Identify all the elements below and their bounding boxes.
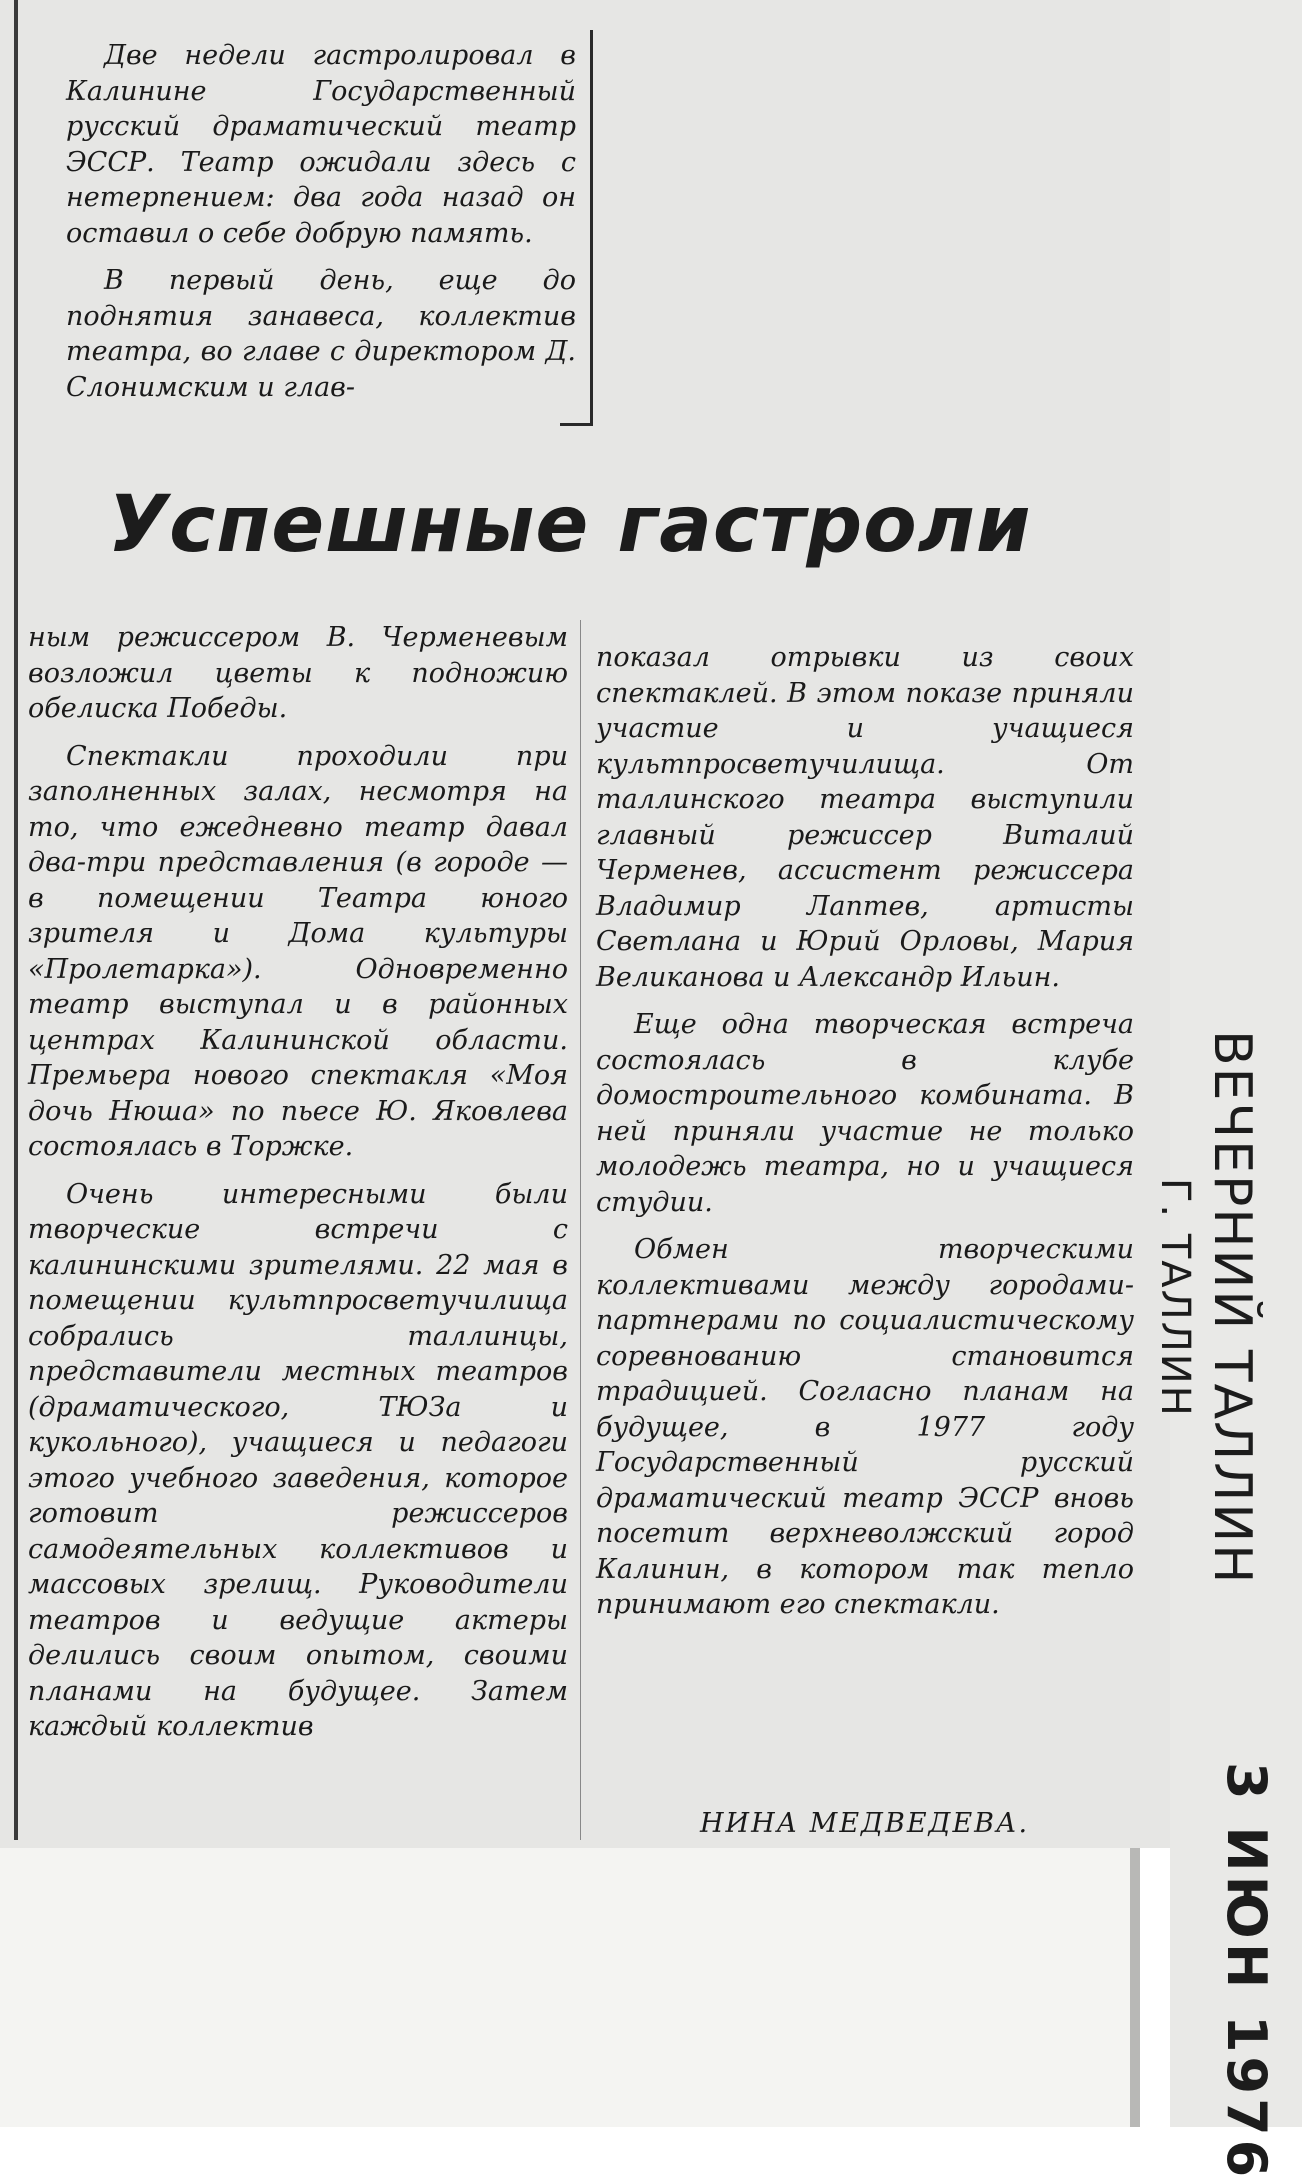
intro-frame-rule — [560, 423, 593, 426]
article-headline: Успешные гастроли — [108, 480, 1032, 570]
clipping-edge — [14, 0, 18, 1840]
body-paragraph: Спектакли проходили при заполненных залах, несмотря на то, что ежедневно театр давал два-три представления (в городе — в помещении Театра юного зрителя и Дома культуры «Пролетарка»). Одновременно театр выступал и в районных центрах Калининской области. Премьера нового спектакля «Моя дочь Нюша» по пьесе Ю. Яковлева состоялась в Торжке. — [28, 740, 568, 1162]
article-intro — [66, 38, 576, 405]
body-paragraph: Обмен творческими коллективами между городами-партнерами по социалистическому соревнованию становится традицией. Согласно планам на будущее, в 1977 году Государственный русский драматический театр ЭССР вновь посетит верхневолжский город Калинин, в котором так тепло принимают его спектакли. — [596, 1234, 1134, 1620]
newspaper-name-stamp: ВЕЧЕРНИЙ ТАЛЛИН — [1202, 1030, 1262, 1586]
body-paragraph: показал отрывки из своих спектаклей. В этом показе приняли участие и учащиеся культпросветучилища. От таллинского театра выступили главный режиссер Виталий Черменев, ассистент режиссера Владимир Лаптев, артисты Светлана и Юрий Орловы, Мария Великанова и Александр Ильин. — [596, 642, 1134, 993]
article-column-left — [28, 620, 568, 1745]
column-divider — [580, 620, 581, 1840]
intro-frame-rule — [590, 30, 593, 425]
date-stamp: 3 ИЮН 1976 — [1215, 1762, 1278, 2181]
author-signature: НИНА МЕДВЕДЕВА. — [700, 1808, 1030, 1839]
body-paragraph: Еще одна творческая встреча состоялась в клубе домостроительного комбината. В ней приняли участие не только молодежь театра, но и учащиеся студии. — [596, 1009, 1134, 1218]
article-column-right — [596, 640, 1134, 1623]
archive-card-mount — [0, 1848, 1140, 2127]
intro-paragraph: Две недели гастролировал в Калинине Государственный русский драматический театр ЭССР. Театр ожидали здесь с нетерпением: два года назад он оставил о себе добрую память. — [66, 40, 576, 249]
mount-edge-shadow — [1130, 1848, 1140, 2127]
body-paragraph: ным режиссером В. Черменевым возложил цветы к подножию обелиска Победы. — [28, 622, 568, 724]
intro-paragraph: В первый день, еще до поднятия занавеса, коллектив театра, во главе с директором Д. Слонимским и глав- — [66, 265, 576, 403]
city-stamp: Г. ТАЛЛИН — [1152, 1178, 1198, 1418]
body-paragraph: Очень интересными были творческие встречи с калининскими зрителями. 22 мая в помещении культпросветучилища собрались таллинцы, представители местных театров (драматического, ТЮЗа и кукольного), учащиеся и педагоги этого учебного заведения, которое готовит режиссеров самодеятельных коллективов и массовых зрелищ. Руководители театров и ведущие актеры делились своим опытом, своими планами на будущее. Затем каждый коллектив — [28, 1178, 568, 1742]
